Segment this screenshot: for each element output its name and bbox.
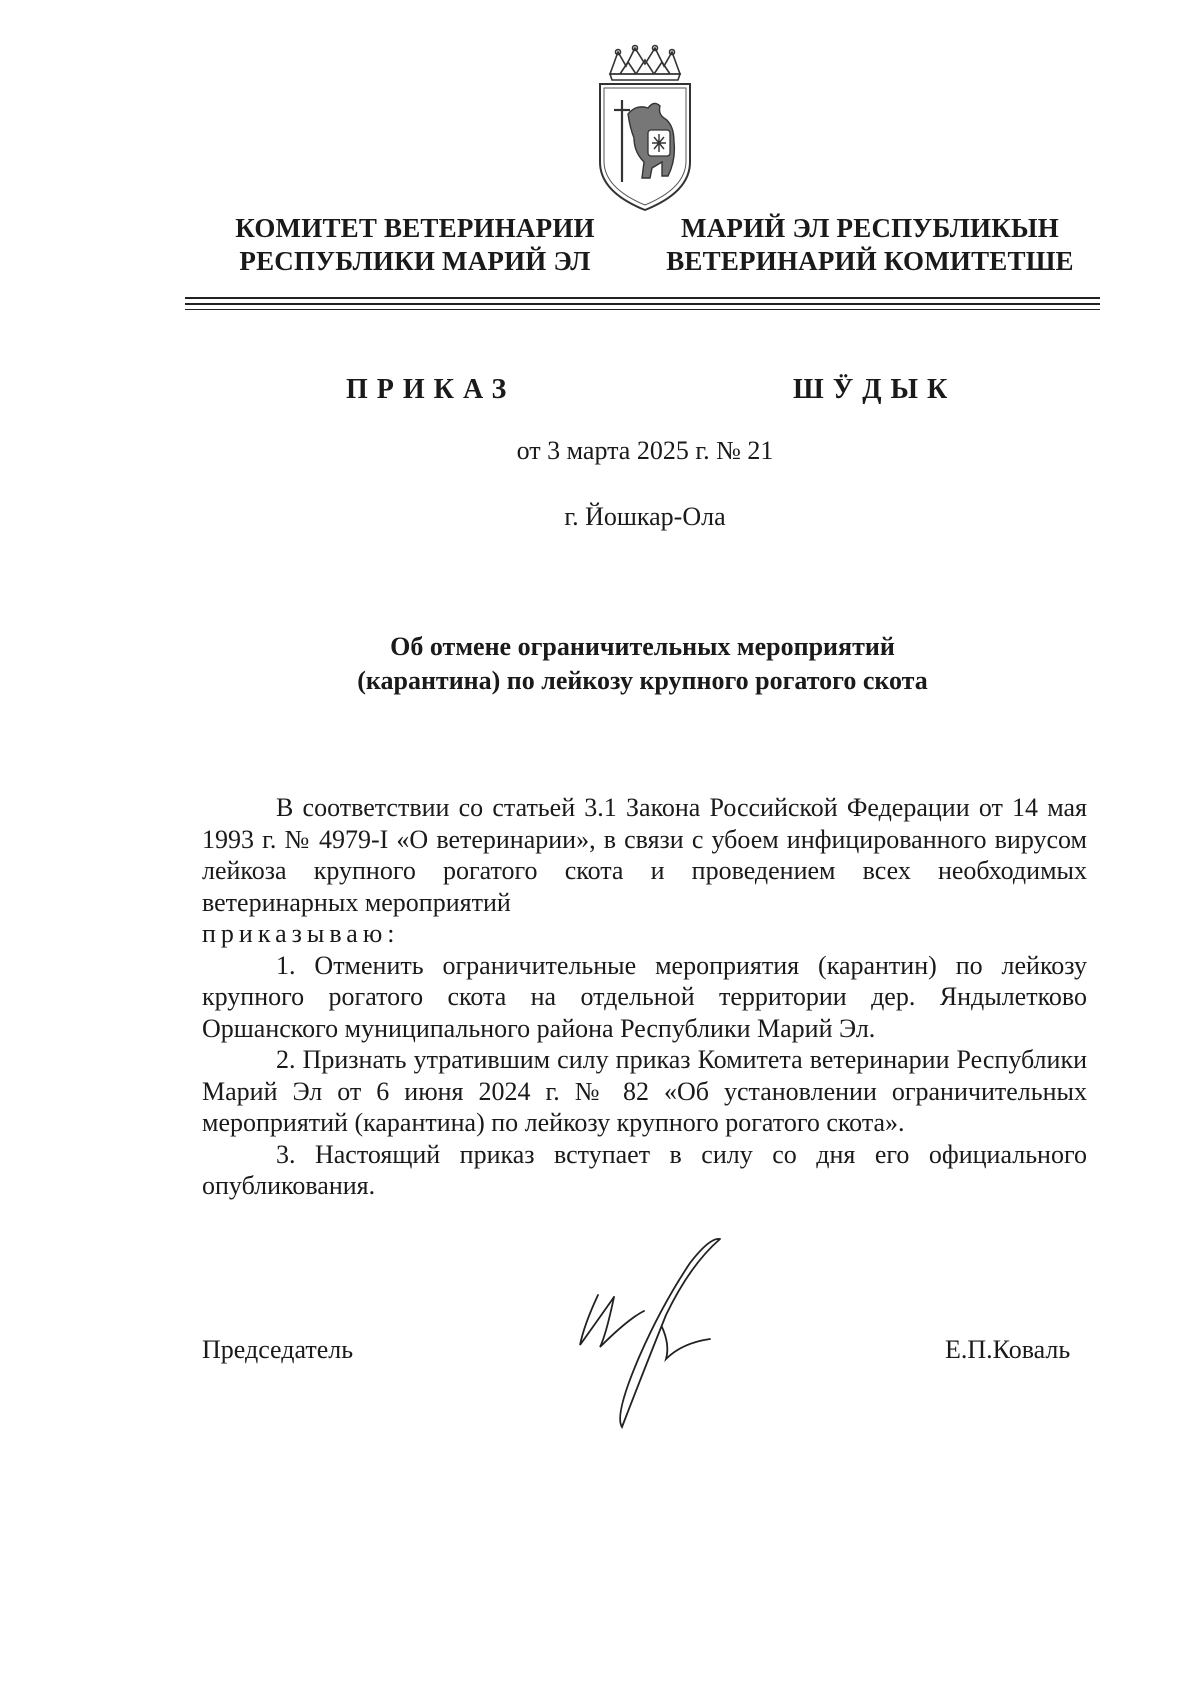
doc-body [202,792,1087,1202]
body-item-3: 3. Настоящий приказ вступает в силу со дня его официального опубликования. [202,1139,1087,1200]
org-name-mhr [660,212,1080,278]
doc-date-number: от 3 марта 2025 г. № 21 [516,436,774,465]
body-item-1: 1. Отменить ограничительные мероприятия (карантин) по лейкозу крупного рогатого скота на отдельной территории дер. Яндылетково Оршанского муниципального района Республики Марий Эл. [202,950,1087,1043]
header-divider [185,297,1100,299]
org-name-mhr-line2: ВЕТЕРИНАРИЙ КОМИТЕТШЕ [666,246,1074,276]
org-name-ru-line1: КОМИТЕТ ВЕТЕРИНАРИИ [235,213,595,243]
org-name-ru-line2: РЕСПУБЛИКИ МАРИЙ ЭЛ [239,246,591,276]
doc-title-line1: Об отмене ограничительных мероприятий [390,632,895,661]
doc-title-line2: (карантина) по лейкозу крупного рогатого скота [357,666,928,695]
body-order-word: приказываю: [202,919,400,948]
body-preamble: В соответствии со статьей 3.1 Закона Российской Федерации от 14 мая 1993 г. № 4979-I «О ветеринарии», в связи с убоем инфицированного вирусом лейкоза крупного рогатого скота и проведением всех необходимых ветеринарных мероприятий [202,793,1087,917]
doc-city: г. Йошкар-Ола [564,502,726,531]
body-item-2: 2. Признать утратившим силу приказ Комитета ветеринарии Республики Марий Эл от 6 июня 2024 г. № 82 «Об установлении ограничительных мероприятий (карантина) по лейкозу крупного рогатого скота». [202,1045,1087,1137]
doc-type-mhr: ШӰДЫК [793,374,957,405]
doc-title [185,630,1100,698]
header-divider [185,309,1100,310]
signatory-role: Председатель [202,1335,354,1364]
org-name-ru [215,212,615,278]
coat-of-arms-icon [590,44,700,214]
doc-type-ru: ПРИКАЗ [346,374,516,405]
handwritten-signature-icon [570,1235,740,1435]
signatory-name: Е.П.Коваль [945,1335,1071,1364]
org-name-mhr-line1: МАРИЙ ЭЛ РЕСПУБЛИКЫН [681,213,1059,243]
header-divider [185,303,1100,305]
